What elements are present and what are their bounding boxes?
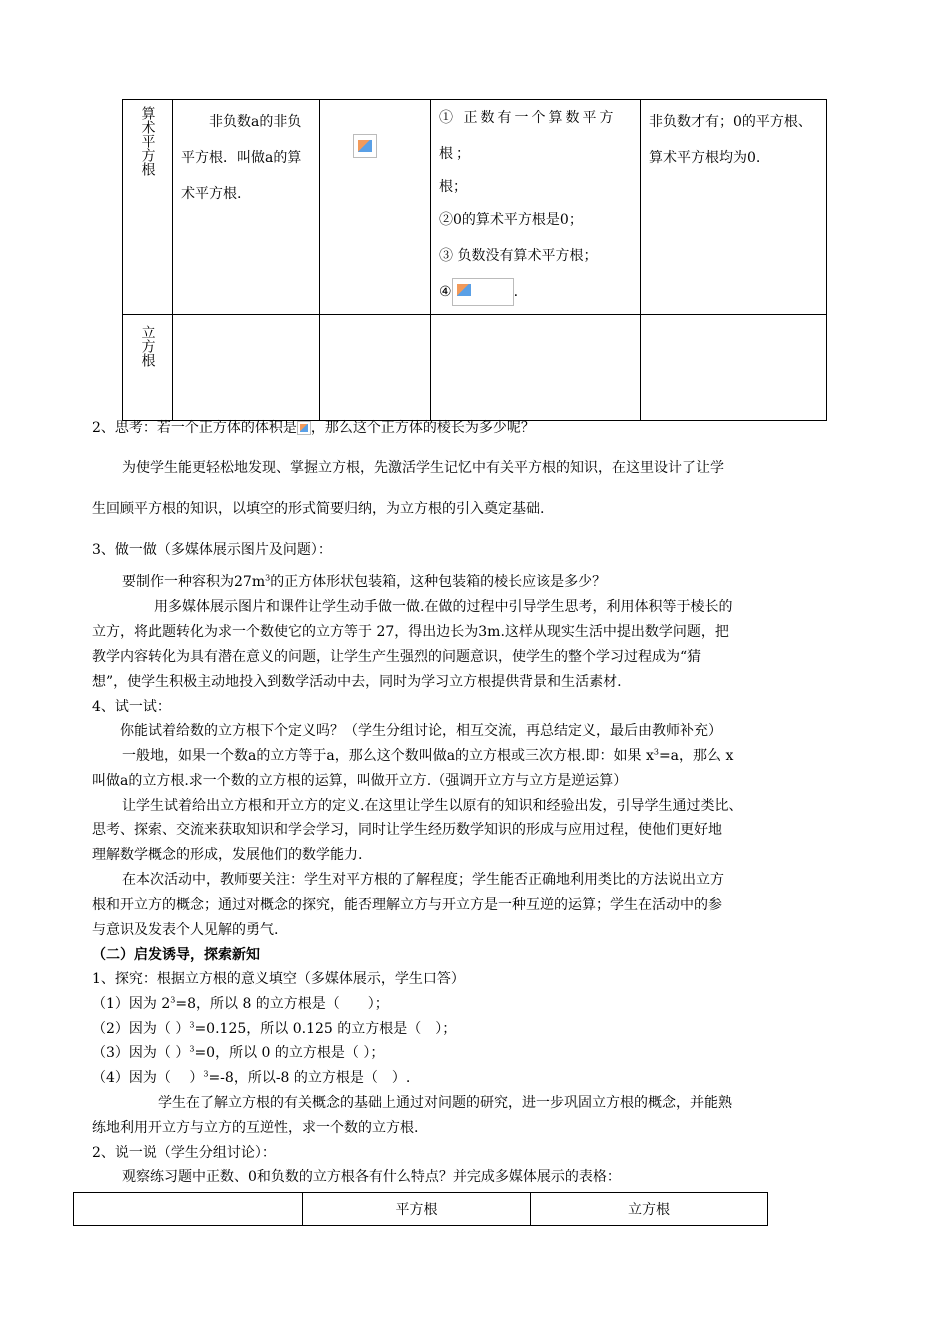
paragraph-media-2: 立方，将此题转化为求一个数使它的立方等于 27，得出边长为3m.这样从现实生活中提出数学问题，把 [92, 624, 729, 640]
properties-cell: ① 正数有一个算数平方根； 根； ②0的算术平方根是0； ③ 负数没有算术平方根； ④ . [431, 100, 641, 315]
paragraph-try-question: 你能试着给数的立方根下个定义吗？（学生分组讨论，相互交流，再总结定义，最后由教师补充） [120, 723, 722, 739]
question-4: （4）因为（ ）$^3$=-8，所以-8 的立方根是（ ）. [92, 1069, 411, 1086]
broken-image-icon [297, 421, 311, 435]
paragraph-focus-3: 与意识及发表个人见解的勇气. [92, 922, 279, 938]
table-header-square-root: 平方根 [303, 1193, 531, 1226]
question-2: （2）因为（ ）$^3$=0.125，所以 0.125 的立方根是（ ）； [92, 1020, 457, 1037]
paragraph-think: 2、思考：若一个正方体的体积是 ，那么这个正方体的棱长为多少呢？ [92, 420, 535, 436]
notation-cell [320, 100, 431, 315]
question-1: （1）因为 $2^3=8$，所以 8 的立方根是（ ）； [92, 995, 389, 1012]
row-head-cube-root [123, 315, 173, 421]
row-head-label: 算术平方根 [139, 106, 156, 176]
paragraph-say: 2、说一说（学生分组讨论）： [92, 1145, 276, 1161]
property-1-tail: 根； [439, 179, 467, 195]
question-3: （3）因为（ ）$^3$=0，所以 0 的立方根是（ ）； [92, 1044, 385, 1061]
table-header-empty [74, 1193, 303, 1226]
paragraph-media-1: 用多媒体展示图片和课件让学生动手做一做.在做的过程中引导学生思考，利用体积等于棱长的 [154, 599, 733, 615]
definition-text: 非负数a的非负平方根．叫做a的算术平方根. [181, 114, 302, 202]
note-text: 非负数才有；0的平方根、算术平方根均为0. [649, 114, 812, 166]
paragraph-observe: 观察练习题中正数、0和负数的立方根各有什么特点？并完成多媒体展示的表格： [122, 1169, 621, 1185]
comparison-table [73, 1192, 768, 1226]
property-2: ②0的算术平方根是0； [439, 212, 583, 228]
paragraph-focus-2: 根和开立方的概念；通过对概念的探究，能否理解立方与开立方是一种互逆的运算；学生在活动中的参 [92, 897, 722, 913]
broken-image-icon [353, 134, 377, 158]
property-3: ③ 负数没有算术平方根； [439, 248, 598, 264]
note-cell [641, 100, 827, 315]
row-head-arithmetic-root [123, 100, 173, 315]
paragraph-definition-1: 一般地，如果一个数a的立方等于a，那么这个数叫做a的立方根或三次方根.即：如果 $x^3=a$，那么 x [122, 747, 734, 764]
paragraph-let-2: 思考、探索、交流来获取知识和学会学习，同时让学生经历数学知识的形成与应用过程，使他们更好地 [92, 822, 722, 838]
row-head-label: 立方根 [139, 325, 156, 367]
definition-table [122, 99, 827, 421]
definition-cell [173, 100, 320, 315]
paragraph-try: 4、试一试： [92, 699, 171, 715]
paragraph-explore: 1、探究：根据立方根的意义填空（多媒体展示，学生口答） [92, 971, 465, 987]
paragraph-media-4: 想”，使学生积极主动地投入到数学活动中去，同时为学习立方根提供背景和生活素材. [92, 674, 622, 690]
broken-image-icon [452, 278, 514, 306]
property-4: ④ [439, 284, 452, 300]
table-header-cube-root: 立方根 [531, 1193, 768, 1226]
property-1: ① 正数有一个算数平方根； [439, 110, 617, 162]
paragraph-do: 3、做一做（多媒体展示图片及问题）： [92, 542, 332, 558]
paragraph-intro-2: 生回顾平方根的知识，以填空的形式简要归纳，为立方根的引入奠定基础. [92, 501, 545, 517]
paragraph-learn-2: 练地利用开立方与立方的互逆性，求一个数的立方根. [92, 1120, 419, 1136]
paragraph-learn-1: 学生在了解立方根的有关概念的基础上通过对问题的研究，进一步巩固立方根的概念，并能熟 [158, 1095, 732, 1111]
paragraph-let-3: 理解数学概念的形成，发展他们的数学能力. [92, 847, 363, 863]
paragraph-definition-2: 叫做a的立方根.求一个数的立方根的运算，叫做开立方.（强调开立方与立方是逆运算） [92, 773, 628, 789]
paragraph-focus-1: 在本次活动中，教师要关注：学生对平方根的了解程度；学生能否正确地利用类比的方法说出立方 [122, 872, 724, 888]
paragraph-box-problem: 要制作一种容积为$27m^3$的正方体形状包装箱，这种包装箱的棱长应该是多少？ [122, 573, 607, 590]
paragraph-intro-1: 为使学生能更轻松地发现、掌握立方根，先激活学生记忆中有关平方根的知识，在这里设计了让学 [122, 460, 724, 476]
section-heading-two: （二）启发诱导，探索新知 [92, 947, 260, 963]
paragraph-media-3: 教学内容转化为具有潜在意义的问题，让学生产生强烈的问题意识，使学生的整个学习过程成为“猜 [92, 649, 702, 665]
paragraph-let-1: 让学生试着给出立方根和开立方的定义.在这里让学生以原有的知识和经验出发，引导学生通过类比、 [122, 798, 743, 814]
